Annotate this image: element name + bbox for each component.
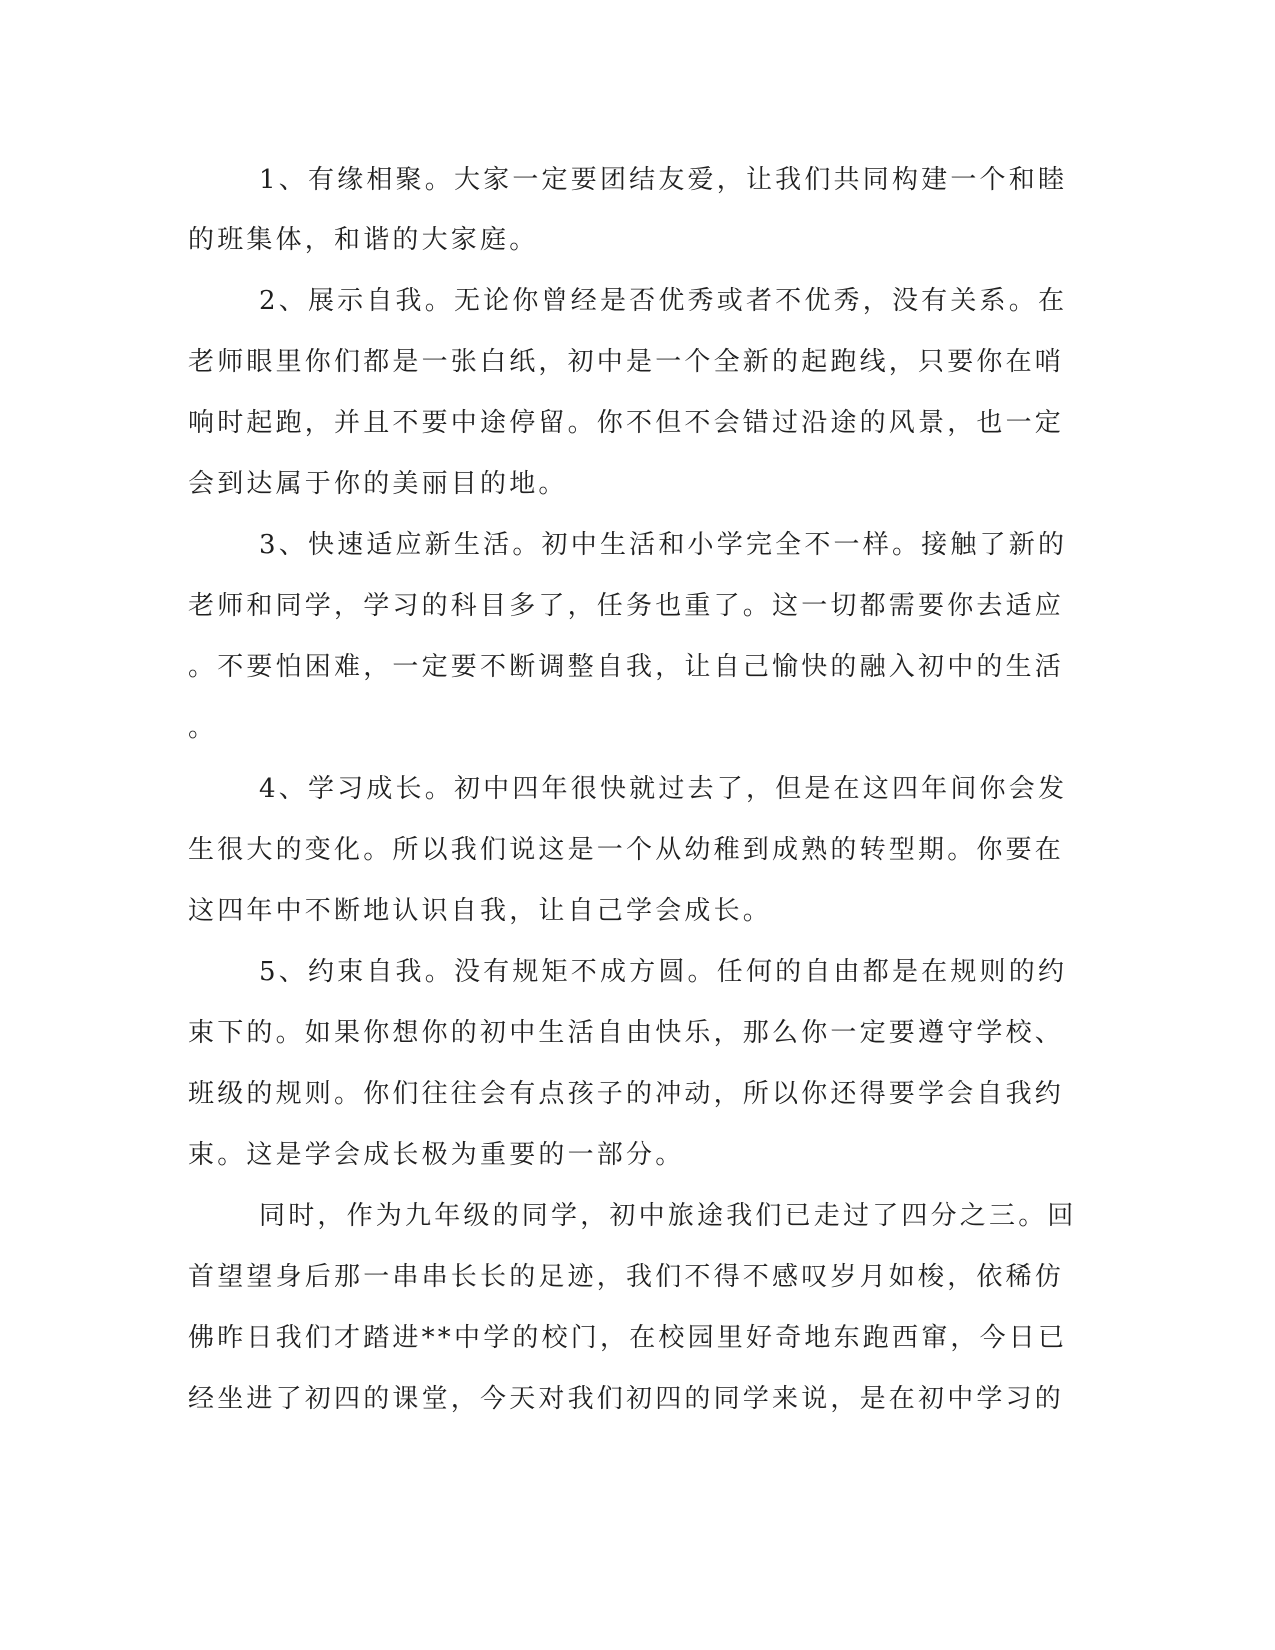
text-line: 束。这是学会成长极为重要的一部分。 xyxy=(188,1140,685,1170)
text-line: 4、学习成长。初中四年很快就过去了，但是在这四年间你会发 xyxy=(259,774,1068,804)
text-line: 2、展示自我。无论你曾经是否优秀或者不优秀，没有关系。在 xyxy=(259,286,1068,316)
text-line: 班级的规则。你们往往会有点孩子的冲动，所以你还得要学会自我约 xyxy=(188,1079,1065,1109)
text-line: 这四年中不断地认识自我，让自己学会成长。 xyxy=(188,896,773,926)
text-line: 束下的。如果你想你的初中生活自由快乐，那么你一定要遵守学校、 xyxy=(188,1018,1065,1048)
text-line: 首望望身后那一串串长长的足迹，我们不得不感叹岁月如梭，依稀仿 xyxy=(188,1262,1065,1292)
text-line: 。不要怕困难，一定要不断调整自我，让自己愉快的融入初中的生活 xyxy=(188,652,1065,682)
text-line: 同时，作为九年级的同学，初中旅途我们已走过了四分之三。回 xyxy=(259,1201,1077,1231)
text-line: 佛昨日我们才踏进**中学的校门，在校园里好奇地东跑西窜，今日已 xyxy=(188,1323,1068,1353)
text-line: 的班集体，和谐的大家庭。 xyxy=(188,225,539,255)
text-line: 3、快速适应新生活。初中生活和小学完全不一样。接触了新的 xyxy=(259,530,1068,560)
text-line: 经坐进了初四的课堂，今天对我们初四的同学来说，是在初中学习的 xyxy=(188,1384,1065,1414)
text-line: 1、有缘相聚。大家一定要团结友爱，让我们共同构建一个和睦 xyxy=(259,165,1068,195)
text-line: 5、约束自我。没有规矩不成方圆。任何的自由都是在规则的约 xyxy=(259,957,1068,987)
text-line: 响时起跑，并且不要中途停留。你不但不会错过沿途的风景，也一定 xyxy=(188,408,1065,438)
text-line: 。 xyxy=(188,713,218,743)
text-line: 会到达属于你的美丽目的地。 xyxy=(188,469,568,499)
text-line: 老师和同学，学习的科目多了，任务也重了。这一切都需要你去适应 xyxy=(188,591,1065,621)
text-line: 老师眼里你们都是一张白纸，初中是一个全新的起跑线，只要你在哨 xyxy=(188,347,1065,377)
text-line: 生很大的变化。所以我们说这是一个从幼稚到成熟的转型期。你要在 xyxy=(188,835,1065,865)
